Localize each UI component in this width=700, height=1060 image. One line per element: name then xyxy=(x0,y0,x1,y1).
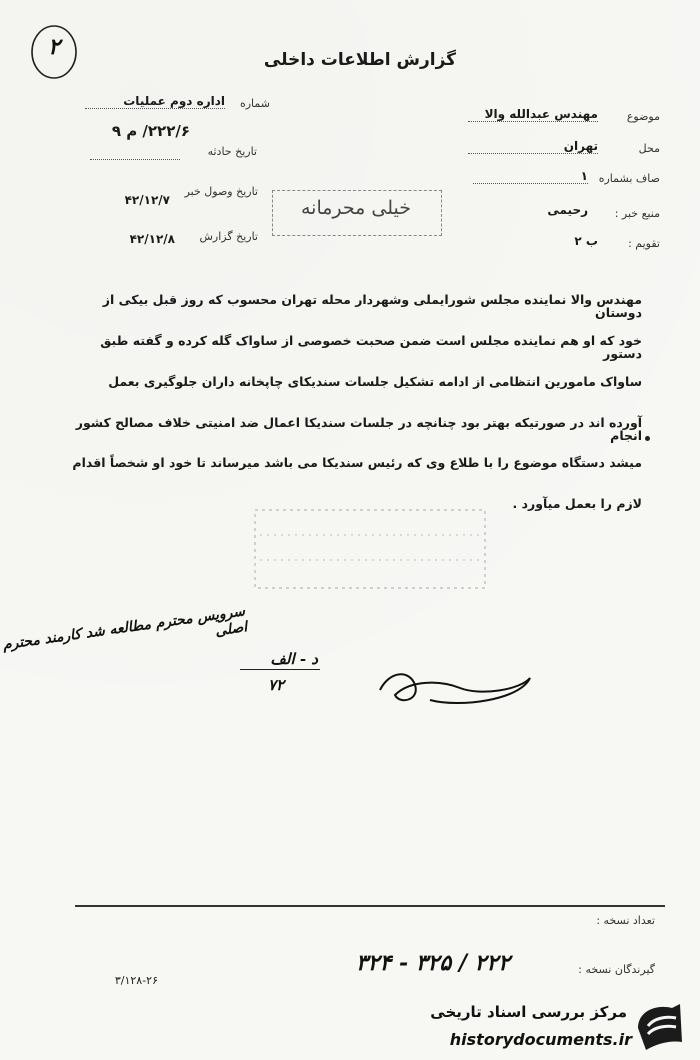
subject-value: مهندس عبدالله والا xyxy=(468,107,598,122)
source-label: منبع خبر : xyxy=(614,207,660,220)
book-logo-icon xyxy=(632,1000,688,1054)
receipt-date-value: ۴۲/۱۲/۷ xyxy=(124,193,170,207)
body-line-1: مهندس والا نماینده مجلس شورایملی وشهردار محله تهران محسوب که روز قبل بیکی از دوستان xyxy=(102,292,642,320)
copies-label: تعداد نسخه : xyxy=(596,914,655,927)
number-value-1: اداره دوم عملیات xyxy=(85,94,225,109)
body-line-3: ساواک مامورین انتظامی از ادامه تشکیل جلسات سندیکای چاپخانه داران جلوگیری بعمل xyxy=(108,374,642,389)
calendar-value: ب ۲ xyxy=(574,234,598,248)
body-line-4: آورده اند در صورتیکه بهتر بود چنانچه در جلسات سندیکا اعمال ضد امنیتی خلاف مصالح کشور انجام xyxy=(75,415,642,443)
report-label: صاف بشماره xyxy=(598,172,660,185)
receipt-date-label: تاریخ وصول خبر xyxy=(184,185,258,198)
punch-mark xyxy=(645,436,650,441)
event-date-line xyxy=(90,158,180,160)
subject-label: موضوع xyxy=(626,110,660,123)
watermark-url: historydocuments.ir xyxy=(449,1030,632,1049)
calendar-label: تقویم : xyxy=(628,237,660,250)
handwritten-note: سرویس محترم مطالعه شد کارمند محترم اصلی xyxy=(1,603,249,654)
footer-divider xyxy=(75,905,665,907)
body-line-5: میشد دستگاه موضوع را با طلاع وی که رئیس سندیکا می باشد میرساند تا خود او شخصاً اقدام xyxy=(72,455,642,470)
body-line-6: لازم را بعمل میآورد . xyxy=(512,496,642,511)
signature xyxy=(370,660,540,710)
place-label: محل xyxy=(638,142,660,155)
sign-code-underline xyxy=(240,668,320,670)
place-value: تهران xyxy=(468,139,598,154)
source-value: رحیمی xyxy=(547,203,588,217)
number-label: شماره xyxy=(239,97,270,110)
report-date-value: ۴۲/۱۲/۸ xyxy=(129,232,175,246)
recipients-value: ۲۲۲ / ۳۲۵ - ۳۲۴ xyxy=(355,950,510,976)
recipients-label: گیرندگان نسخه : xyxy=(578,963,655,976)
event-date-label: تاریخ حادثه xyxy=(207,145,257,158)
sign-number: ۷۲ xyxy=(268,676,285,694)
report-value: ۱ xyxy=(473,169,588,184)
report-date-label: تاریخ گزارش xyxy=(199,230,258,243)
sign-code: د - الف xyxy=(270,650,318,668)
form-code: ۳/۱۲۸-۲۶ xyxy=(114,974,158,987)
body-line-2: خود که او هم نماینده مجلس است ضمن صحبت خصوصی از ساواک گله کرده و گفته طبق دستور xyxy=(100,333,642,361)
number-value-2: ۲۲۲/۶/ م ۹ xyxy=(111,122,190,140)
page-number: ۲ xyxy=(48,34,60,60)
faint-stamp-residue xyxy=(250,505,490,595)
document-title: گزارش اطلاعات داخلی xyxy=(263,50,457,70)
classification-stamp-text: خیلی محرمانه xyxy=(300,197,411,219)
watermark-name: مرکز بررسی اسناد تاریخی xyxy=(430,1003,627,1021)
